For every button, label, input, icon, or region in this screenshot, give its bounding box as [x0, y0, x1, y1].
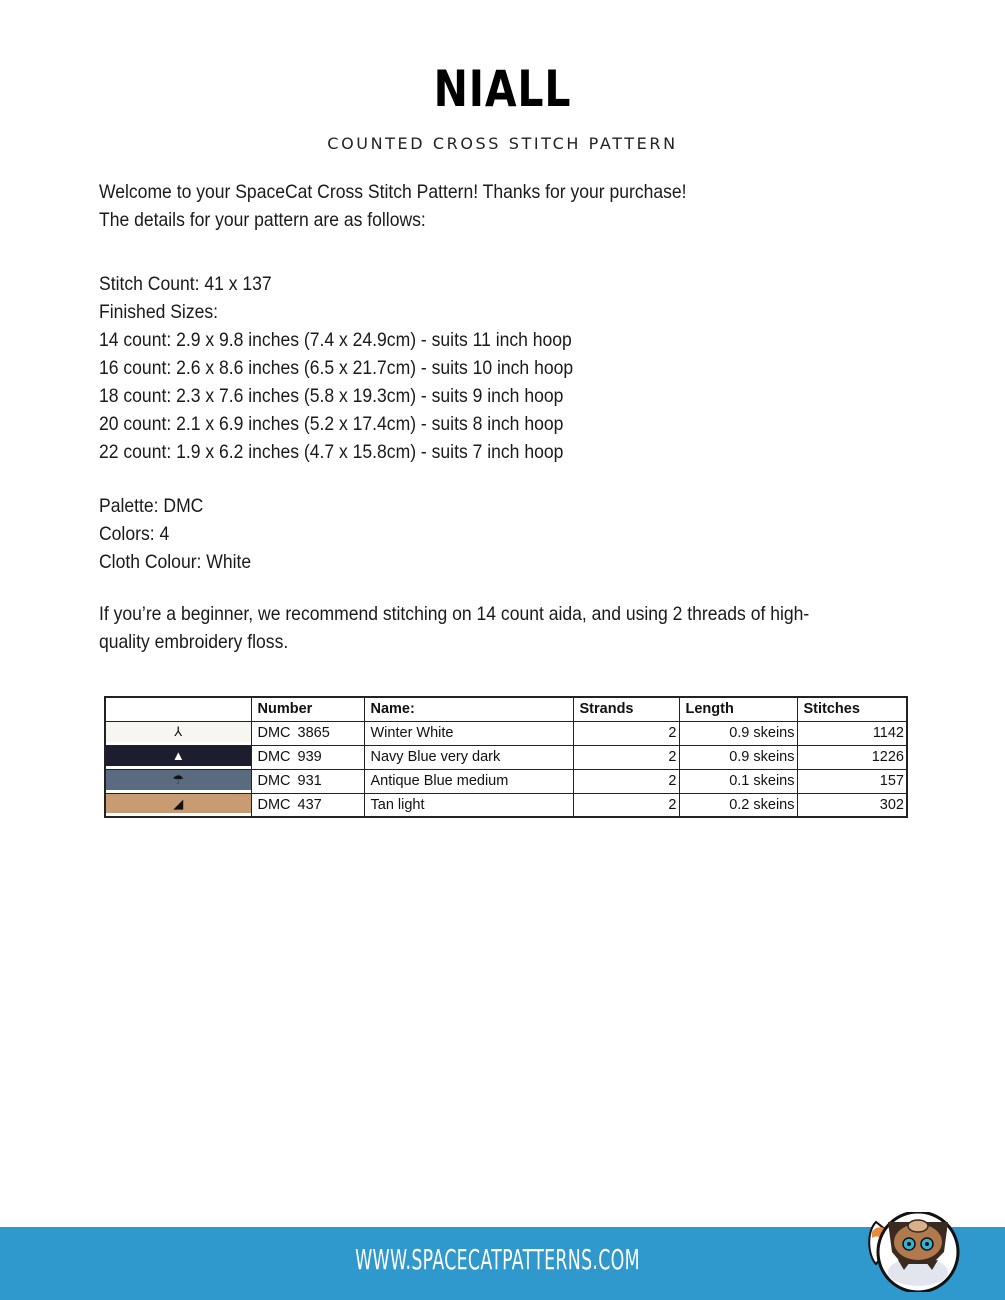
- floss-code: 3865: [297, 725, 330, 741]
- pattern-title: NIALL: [433, 60, 572, 118]
- floss-name: Navy Blue very dark: [364, 745, 573, 769]
- floss-name: Tan light: [364, 793, 573, 817]
- floss-code: 931: [297, 773, 322, 789]
- floss-stitches: 157: [797, 769, 907, 793]
- umbrella-symbol-icon: ☂: [172, 772, 185, 787]
- floss-length: 0.9 skeins: [679, 745, 797, 769]
- table-row: [105, 745, 907, 769]
- header-strands: Strands: [573, 697, 679, 721]
- intro-line: The details for your pattern are as follows:: [99, 209, 426, 231]
- finished-size: 16 count: 2.6 x 8.6 inches (6.5 x 21.7cm) - suits 10 inch hoop: [99, 357, 574, 379]
- color-swatch: [105, 721, 251, 745]
- header-stitches: Stitches: [797, 697, 907, 721]
- finished-size: 18 count: 2.3 x 7.6 inches (5.8 x 19.3cm) - suits 9 inch hoop: [99, 385, 564, 407]
- floss-table: [104, 696, 908, 818]
- floss-strands: 2: [573, 745, 679, 769]
- stitch-count: Stitch Count: 41 x 137: [99, 273, 272, 295]
- floss-length: 0.2 skeins: [679, 793, 797, 817]
- pattern-details: [99, 270, 837, 466]
- floss-stitches: 302: [797, 793, 907, 817]
- floss-brand: DMC: [257, 796, 291, 813]
- finished-size: 14 count: 2.9 x 9.8 inches (7.4 x 24.9cm) - suits 11 inch hoop: [99, 329, 572, 351]
- floss-name: Winter White: [364, 721, 573, 745]
- floss-stitches: 1142: [797, 721, 907, 745]
- palette: Palette: DMC: [99, 495, 204, 517]
- floss-code: 437: [297, 796, 322, 813]
- finished-size: 20 count: 2.1 x 6.9 inches (5.2 x 17.4cm) - suits 8 inch hoop: [99, 413, 564, 435]
- header-number: Number: [251, 697, 364, 721]
- floss-strands: 2: [573, 769, 679, 793]
- floss-brand: DMC: [257, 773, 291, 789]
- floss-strands: 2: [573, 793, 679, 817]
- beginner-advice: [99, 600, 837, 656]
- table-row: [105, 793, 907, 817]
- footer-banner: [0, 1227, 1005, 1300]
- tree-symbol-icon: ▲: [171, 748, 185, 763]
- floss-number: [251, 769, 364, 793]
- triangle-symbol-icon: ◢: [173, 795, 184, 811]
- floss-name: Antique Blue medium: [364, 769, 573, 793]
- floss-strands: 2: [573, 721, 679, 745]
- floss-length: 0.9 skeins: [679, 721, 797, 745]
- palette-info: [99, 492, 837, 576]
- pattern-subtitle: COUNTED CROSS STITCH PATTERN: [327, 134, 678, 153]
- floss-length: 0.1 skeins: [679, 769, 797, 793]
- finished-size: 22 count: 1.9 x 6.2 inches (4.7 x 15.8cm) - suits 7 inch hoop: [99, 441, 564, 463]
- table-row: [105, 721, 907, 745]
- intro-line: Welcome to your SpaceCat Cross Stitch Pattern! Thanks for your purchase!: [99, 181, 687, 203]
- advice-text: If you’re a beginner, we recommend stitching on 14 count aida, and using 2 threads of high-quality embroidery floss.: [99, 603, 810, 653]
- floss-number: [251, 793, 364, 817]
- floss-code: 939: [297, 749, 322, 765]
- header-name: Name:: [364, 697, 573, 721]
- colors-count: Colors: 4: [99, 523, 170, 545]
- color-swatch: [105, 745, 251, 769]
- color-swatch: [105, 793, 251, 817]
- floss-brand: DMC: [257, 725, 291, 741]
- color-swatch: [105, 769, 251, 793]
- header-length: Length: [679, 697, 797, 721]
- finished-sizes-label: Finished Sizes:: [99, 301, 219, 323]
- floss-stitches: 1226: [797, 745, 907, 769]
- cloth-colour: Cloth Colour: White: [99, 551, 252, 573]
- intro-text: [99, 178, 837, 234]
- website-link[interactable]: WWW.SPACECATPATTERNS.COM: [355, 1243, 640, 1276]
- table-header-row: [105, 697, 907, 721]
- floss-number: [251, 745, 364, 769]
- table-row: [105, 769, 907, 793]
- floss-number: [251, 721, 364, 745]
- spacecat-mascot-icon: [862, 1212, 962, 1292]
- floss-brand: DMC: [257, 749, 291, 765]
- tripod-symbol-icon: ⅄: [174, 724, 183, 739]
- header-symbol: [105, 697, 251, 721]
